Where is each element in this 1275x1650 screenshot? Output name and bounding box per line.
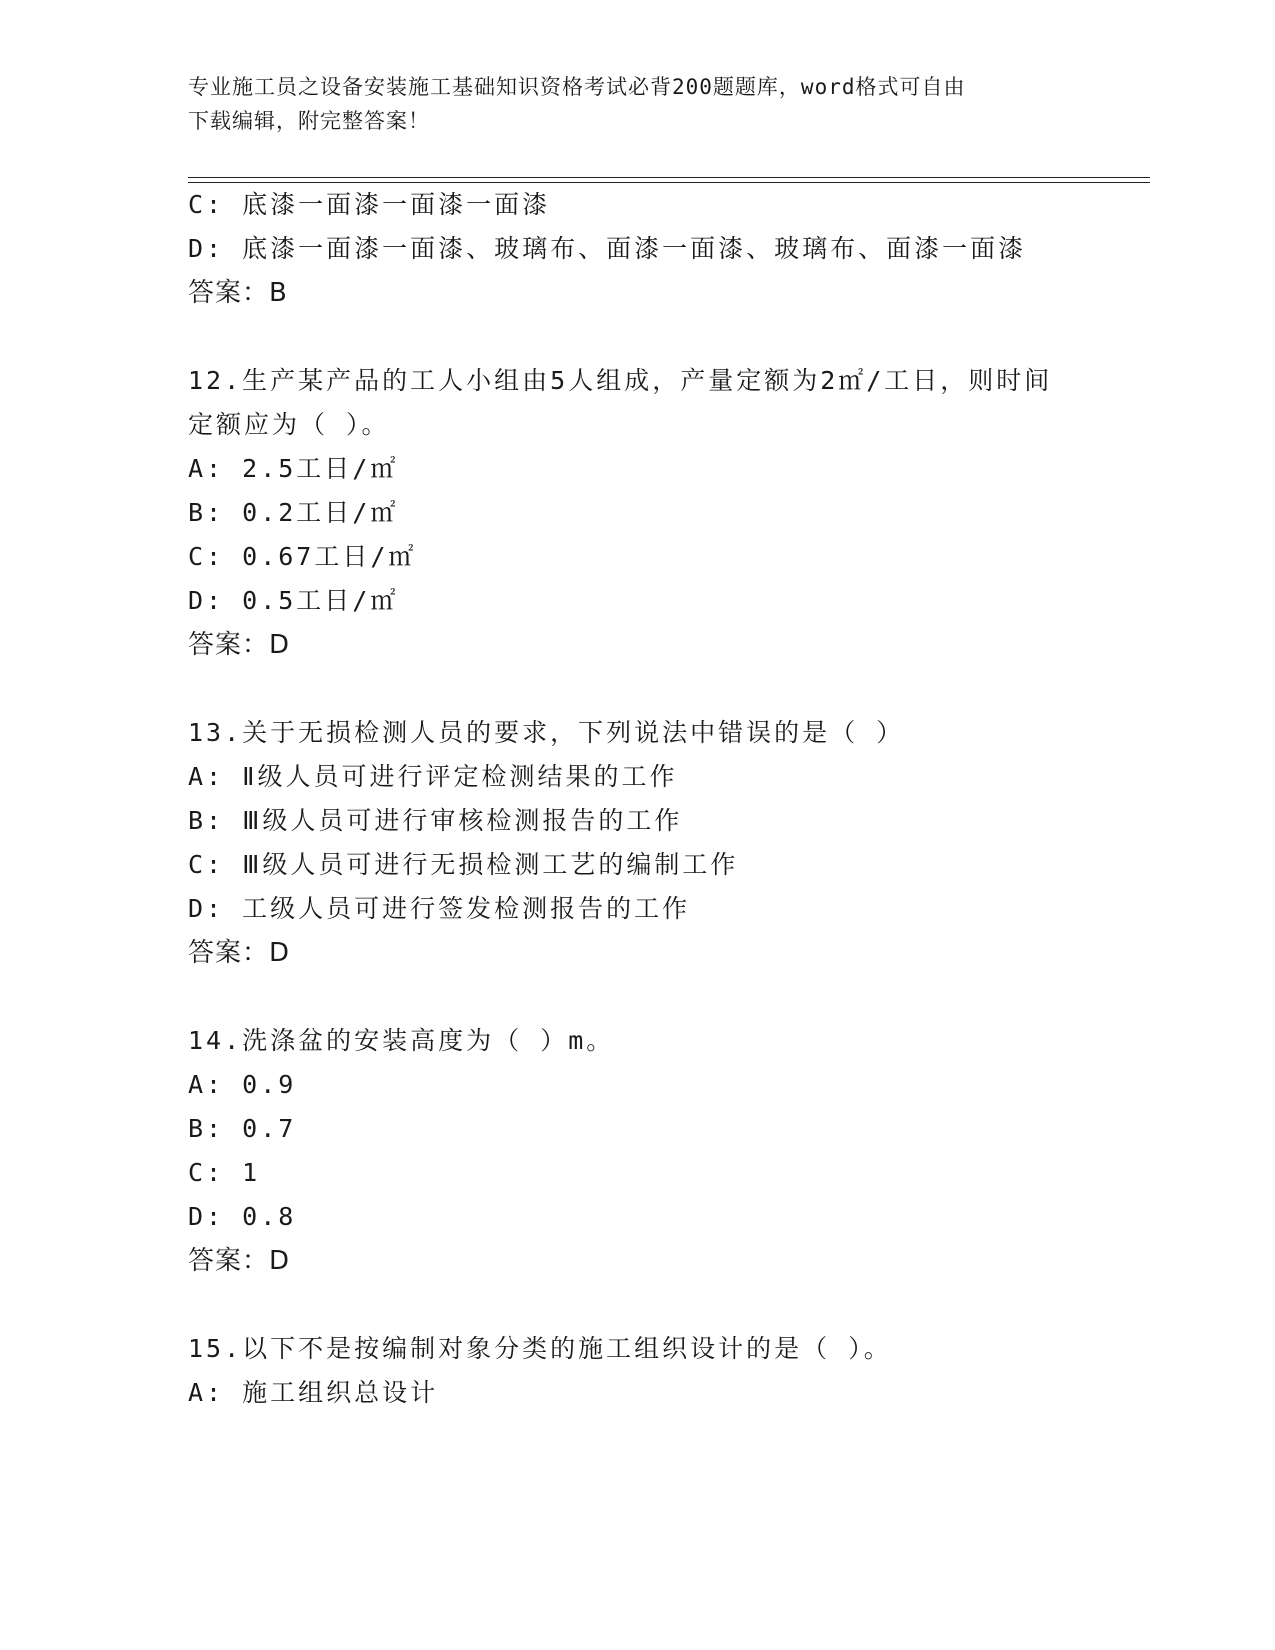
q12-stem-line-2: 定额应为（ ）。 bbox=[188, 410, 390, 439]
q12-option-a: A: 2.5工日/㎡ bbox=[188, 454, 399, 483]
q13-option-b: B: Ⅲ级人员可进行审核检测报告的工作 bbox=[188, 806, 683, 835]
q15-option-a: A: 施工组织总设计 bbox=[188, 1378, 439, 1407]
header-line-1: 专业施工员之设备安装施工基础知识资格考试必背200题题库，word格式可自由 bbox=[188, 75, 966, 99]
q12-option-d: D: 0.5工日/㎡ bbox=[188, 586, 399, 615]
q14-option-a: A: 0.9 bbox=[188, 1070, 297, 1099]
q13-stem: 13.关于无损检测人员的要求，下列说法中错误的是（ ） bbox=[188, 718, 905, 747]
header-divider-bottom bbox=[188, 182, 1150, 183]
q12-option-c: C: 0.67工日/㎡ bbox=[188, 542, 417, 571]
q11-answer: 答案：B bbox=[188, 278, 288, 308]
header-divider-top bbox=[188, 177, 1150, 178]
q15-stem: 15.以下不是按编制对象分类的施工组织设计的是（ ）。 bbox=[188, 1334, 892, 1363]
document-header bbox=[188, 70, 1088, 138]
q14-answer: 答案：D bbox=[188, 1246, 291, 1276]
q14-option-b: B: 0.7 bbox=[188, 1114, 297, 1143]
q13-option-c: C: Ⅲ级人员可进行无损检测工艺的编制工作 bbox=[188, 850, 739, 879]
header-line-2: 下载编辑，附完整答案！ bbox=[188, 109, 430, 133]
q14-stem: 14.洗涤盆的安装高度为（ ）m。 bbox=[188, 1026, 615, 1055]
q14-option-d: D: 0.8 bbox=[188, 1202, 297, 1231]
q13-option-a: A: Ⅱ级人员可进行评定检测结果的工作 bbox=[188, 762, 678, 791]
q12-answer: 答案：D bbox=[188, 630, 291, 660]
q13-answer: 答案：D bbox=[188, 938, 291, 968]
q11-option-d: D: 底漆一面漆一面漆、玻璃布、面漆一面漆、玻璃布、面漆一面漆 bbox=[188, 234, 1027, 263]
q13-option-d: D: 工级人员可进行签发检测报告的工作 bbox=[188, 894, 691, 923]
q12-option-b: B: 0.2工日/㎡ bbox=[188, 498, 399, 527]
q12-stem-line-1: 12.生产某产品的工人小组由5人组成，产量定额为2㎡/工日，则时间 bbox=[188, 366, 1053, 395]
q14-option-c: C: 1 bbox=[188, 1158, 261, 1187]
q11-option-c: C: 底漆一面漆一面漆一面漆 bbox=[188, 190, 551, 219]
